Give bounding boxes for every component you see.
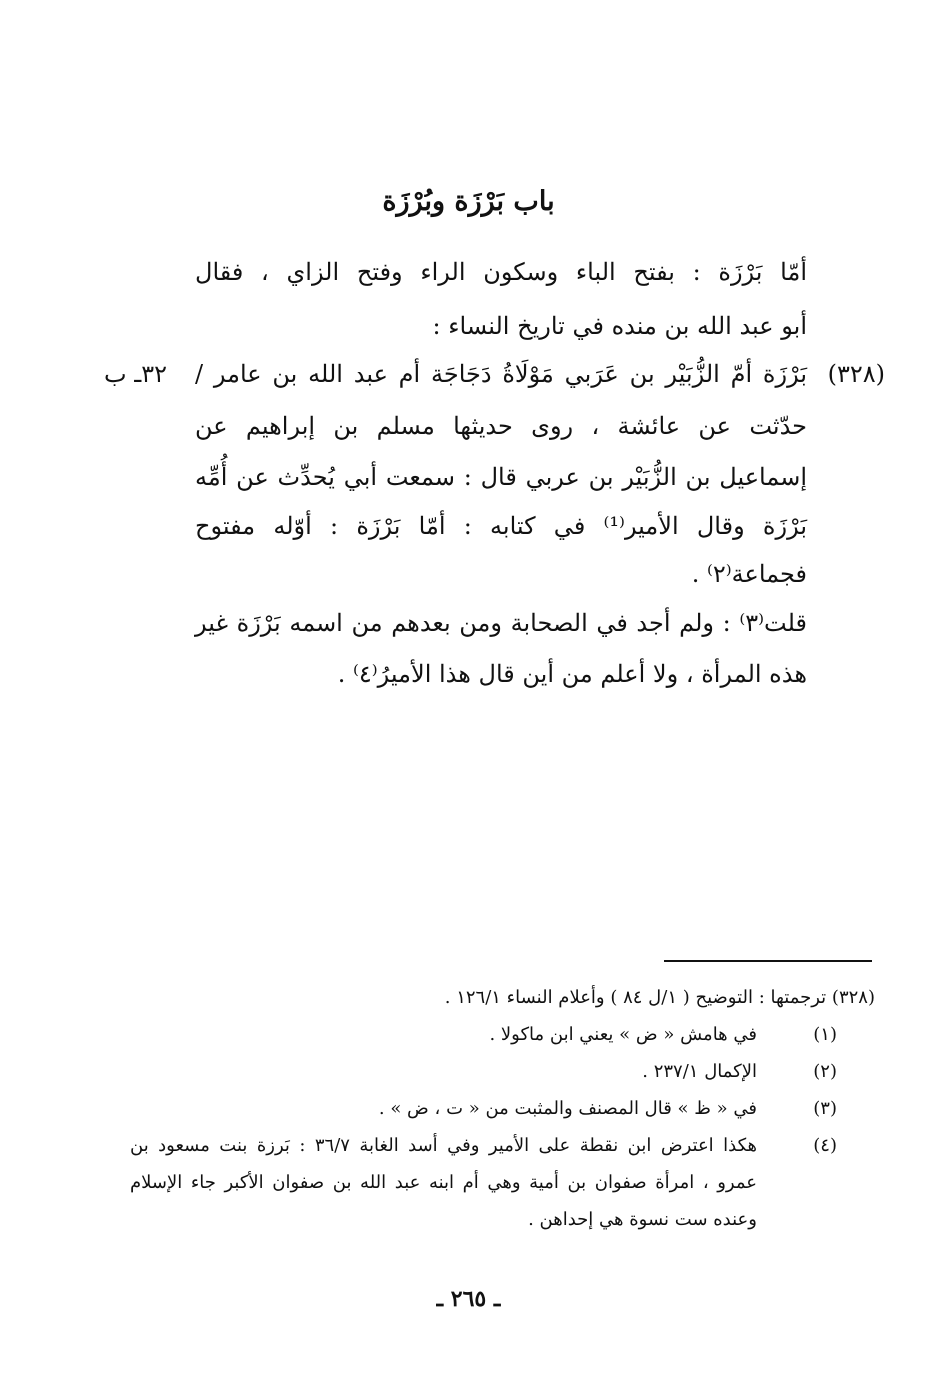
intro-line-2: أبو عبد الله بن منده في تاريخ النساء : (432, 312, 807, 340)
page-number: ـ ٢٦٥ ـ (436, 1286, 501, 1312)
chapter-title: باب بَرْزَة وبُرْزَة (382, 186, 555, 217)
footnote-main: (٣٢٨) ترجمتها : التوضيح ( ١/ل ٨٤ ) وأعلام النساء ١٢٦/١ . (444, 987, 875, 1008)
entry-line-2: حدّثت عن عائشة ، روى حديثها مسلم بن إبراهيم عن (195, 412, 807, 440)
comment-line-2: هذه المرأة ، ولا أعلم من أين قال هذا الأميرُ⁽٤⁾ . (337, 660, 807, 688)
footnote-1-number: (١) (813, 1024, 837, 1045)
intro-line-1: أمّا بَرْزَة : بفتح الباء وسكون الراء وفتح الزاي ، فقال (195, 258, 808, 286)
footnote-4-number: (٤) (813, 1135, 837, 1156)
footnote-2-text: الإكمال ٢٣٧/١ . (642, 1061, 757, 1082)
footnote-4-text: هكذا اعترض ابن نقطة على الأمير وفي أسد الغابة ٣٦/٧ : بَرزة بنت مسعود بن (130, 1135, 758, 1156)
entry-line-5: فجماعة⁽٢⁾ . (691, 560, 807, 588)
footnote-4-continuation-2: وعنده ست نسوة هي إحداهن . (528, 1209, 757, 1230)
footnote-separator (664, 960, 872, 962)
entry-line-1: بَرْزَة أمّ الزُّبَيْر بن عَرَبي مَوْلَاةُ دَجَاجَة أم عبد الله بن عامر / (195, 360, 807, 388)
comment-line-1: قلت⁽٣⁾ : ولم أجد في الصحابة ومن بعدهم من اسمه بَرْزَة غير (195, 609, 807, 637)
entry-line-3: إسماعيل بن الزُّبَيْر بن عربي قال : سمعت أبي يُحدِّث عن أُمِّه (195, 463, 807, 491)
margin-reference: ٣٢ـ ب (104, 360, 168, 388)
footnote-4-continuation-1: عمرو ، امرأة صفوان بن أمية وهي أم ابنه عبد الله بن صفوان الأكبر جاء الإسلام (130, 1172, 757, 1193)
entry-number: (٣٢٨) (827, 360, 885, 388)
footnote-3-number: (٣) (813, 1098, 837, 1119)
footnote-2-number: (٢) (813, 1061, 837, 1082)
footnote-3-text: في « ظ » قال المصنف والمثبت من « ت ، ض » . (378, 1098, 757, 1119)
entry-line-4: بَرْزَة وقال الأمير⁽¹⁾ في كتابه : أمّا بَرْزَة : أوّله مفتوح (195, 512, 807, 540)
footnote-1-text: في هامش « ض » يعني ابن ماكولا . (489, 1024, 757, 1045)
